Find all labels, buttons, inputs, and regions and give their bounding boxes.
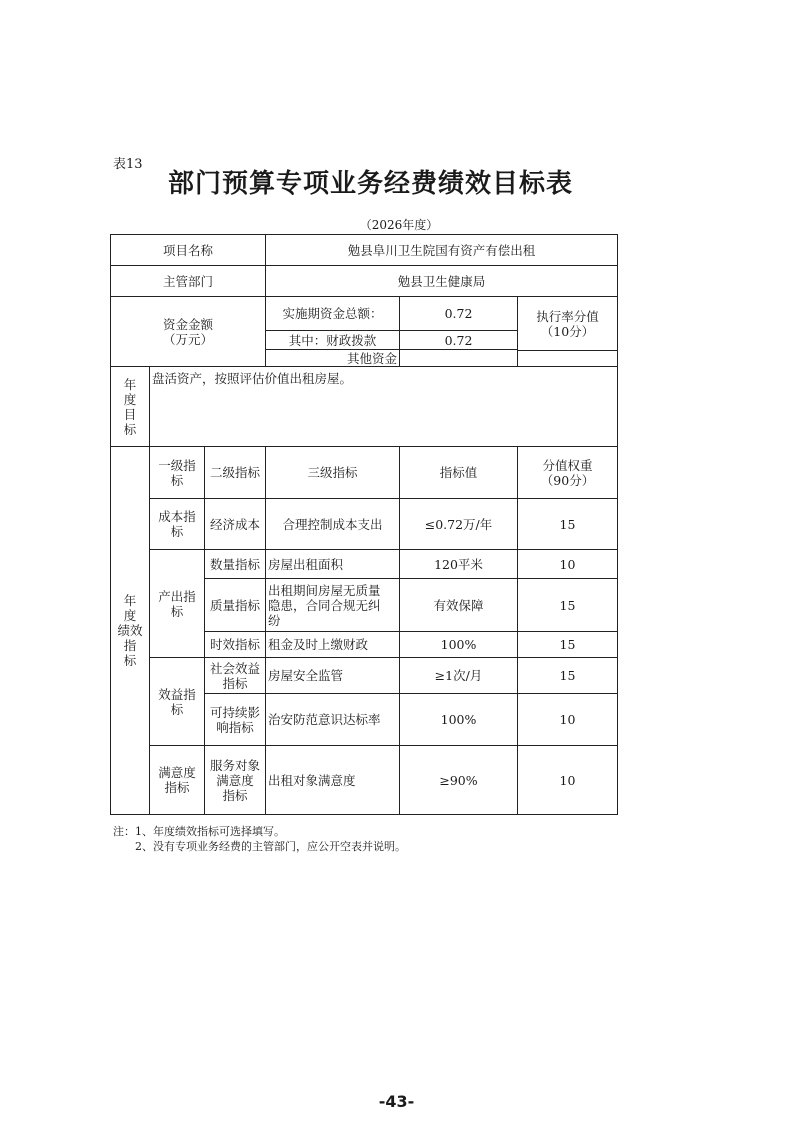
- row-level3: 租金及时上缴财政: [265, 631, 400, 658]
- footnote-1: 注：1、年度绩效指标可选择填写。: [113, 825, 285, 838]
- row-weight: 10: [517, 745, 618, 815]
- row-weight: 10: [517, 693, 618, 746]
- funds-fiscal-label: 其中：财政拨款: [265, 330, 400, 350]
- exec-rate-blank: [517, 350, 618, 367]
- indicator-section-label: 年 度 绩效 指 标: [110, 446, 150, 815]
- row-level2: 数量指标: [204, 549, 266, 579]
- funds-total-label: 实施期资金总额：: [265, 296, 400, 331]
- dept-label: 主管部门: [110, 265, 266, 297]
- row-weight: 15: [517, 498, 618, 550]
- funds-other-label: 其他资金: [265, 349, 400, 367]
- footnote-2: 2、没有专项业务经费的主管部门，应公开空表并说明。: [135, 840, 406, 853]
- project-name-label: 项目名称: [110, 234, 266, 266]
- row-value: 120平米: [399, 549, 518, 579]
- row-level3: 房屋安全监管: [265, 657, 400, 694]
- group-output: 产出指 标: [149, 549, 205, 658]
- header-level2: 二级指标: [204, 446, 266, 499]
- group-cost: 成本指 标: [149, 498, 205, 550]
- row-level2: 经济成本: [204, 498, 266, 550]
- funds-fiscal-value: 0.72: [399, 330, 518, 350]
- funds-label: 资金金额 （万元）: [110, 296, 266, 367]
- annual-goal-text: 盘活资产，按照评估价值出租房屋。: [149, 366, 618, 447]
- row-level3: 出租对象满意度: [265, 745, 400, 815]
- row-level3: 出租期间房屋无质量 隐患，合同合规无纠 纷: [265, 578, 400, 632]
- page-number: -43-: [378, 1092, 415, 1111]
- row-level2: 社会效益 指标: [204, 657, 266, 694]
- row-value: ≤0.72万/年: [399, 498, 518, 550]
- row-value: 有效保障: [399, 578, 518, 632]
- row-level3: 合理控制成本支出: [265, 498, 400, 550]
- row-value: ≥1次/月: [399, 657, 518, 694]
- group-satisfaction: 满意度 指标: [149, 745, 205, 815]
- row-weight: 15: [517, 578, 618, 632]
- funds-other-value: [399, 349, 518, 367]
- row-weight: 15: [517, 657, 618, 694]
- row-weight: 10: [517, 549, 618, 579]
- funds-total-value: 0.72: [399, 296, 518, 331]
- row-level2: 时效指标: [204, 631, 266, 658]
- footnotes: [113, 824, 406, 854]
- row-level2: 可持续影 响指标: [204, 693, 266, 746]
- annual-goal-label: 年 度 目 标: [110, 366, 150, 447]
- header-level3: 三级指标: [265, 446, 400, 499]
- row-level2: 服务对象 满意度 指标: [204, 745, 266, 815]
- dept-value: 勉县卫生健康局: [265, 265, 618, 297]
- table-number-label: 表13: [113, 157, 143, 172]
- fiscal-year: （2026年度）: [359, 218, 439, 232]
- row-level3: 房屋出租面积: [265, 549, 400, 579]
- row-value: 100%: [399, 693, 518, 746]
- row-value: 100%: [399, 631, 518, 658]
- row-level3: 治安防范意识达标率: [265, 693, 400, 746]
- header-weight: 分值权重 （90分）: [517, 446, 618, 499]
- exec-rate-label: 执行率分值 （10分）: [517, 296, 618, 351]
- page-title: 部门预算专项业务经费绩效目标表: [168, 169, 574, 199]
- project-name-value: 勉县阜川卫生院国有资产有偿出租: [265, 234, 618, 266]
- header-level1: 一级指 标: [149, 446, 205, 499]
- header-value: 指标值: [399, 446, 518, 499]
- row-value: ≥90%: [399, 745, 518, 815]
- group-benefit: 效益指 标: [149, 657, 205, 746]
- row-level2: 质量指标: [204, 578, 266, 632]
- row-weight: 15: [517, 631, 618, 658]
